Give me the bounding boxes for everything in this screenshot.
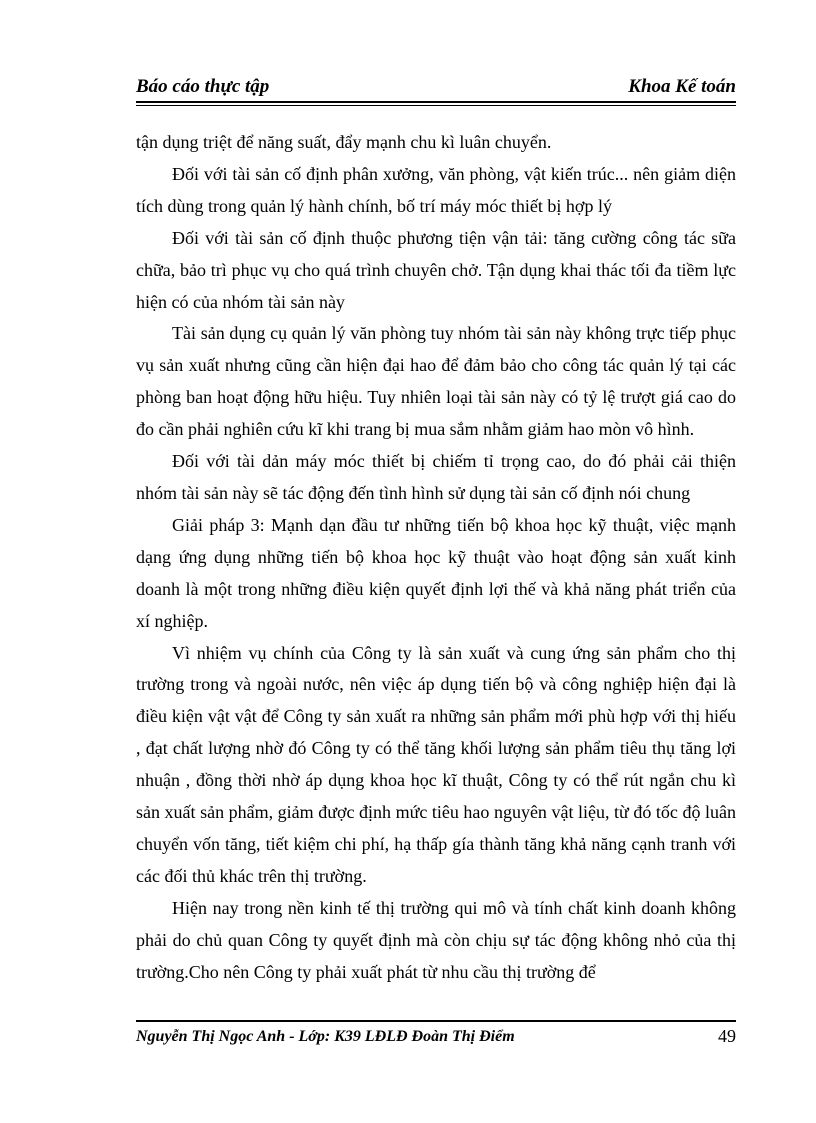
paragraph: Đối với tài sản cố định phân xưởng, văn phòng, vật kiến trúc... nên giảm diện tích dùng trong quản lý hành chính, bố trí máy móc thiết bị hợp lý [136, 163, 736, 216]
paragraph: tận dụng triệt để năng suất, đẩy mạnh chu kì luân chuyển. [136, 132, 552, 152]
header-rule [136, 101, 736, 103]
footer-author: Nguyễn Thị Ngọc Anh - Lớp: K39 LĐLĐ Đoàn Thị Điểm [136, 1028, 515, 1045]
page-header [136, 72, 736, 102]
paragraph: Đối với tài dản máy móc thiết bị chiếm tỉ trọng cao, do đó phải cải thiện nhóm tài sản này sẽ tác động đến tình hình sử dụng tài sản cố định nói chung [136, 451, 736, 503]
body-text [136, 127, 736, 988]
page-number: 49 [718, 1026, 736, 1046]
paragraph: Giải pháp 3: Mạnh dạn đầu tư những tiến bộ khoa học kỹ thuật, việc mạnh dạng ứng dụng những tiến bộ khoa học kỹ thuật vào hoạt động sản xuất kinh doanh là một trong những điều kiện quyết định lợi thế và khả năng phát triển của xí nghiệp. [136, 514, 736, 631]
paragraph: Vì nhiệm vụ chính của Công ty là sản xuất và cung ứng sản phẩm cho thị trường trong và ngoài nước, nên việc áp dụng tiến bộ và công nghiệp hiện đại là điều kiện vật vật để Công ty sản xuất ra những sản phẩm mới phù hợp với thị hiếu , đạt chất lượng nhờ đó Công ty có thể tăng khối lượng sản phẩm tiêu thụ tăng lợi nhuận , đồng thời nhờ áp dụng khoa học kĩ thuật, Công ty có thể rút ngắn chu kì sản xuất sản phẩm, giảm được định mức tiêu hao nguyên vật liệu, từ đó tốc độ luân chuyển vốn tăng, tiết kiệm chi phí, hạ thấp gía thành tăng khả năng cạnh tranh với các đối thủ khác trên thị trường. [136, 642, 736, 886]
header-department: Khoa Kế toán [628, 76, 736, 97]
paragraph: Hiện nay trong nền kinh tế thị trường qui mô và tính chất kinh doanh không phải do chủ quan Công ty quyết định mà còn chịu sự tác động không nhỏ của thị trường.Cho nên Công ty phải xuất phát từ nhu cầu thị trường để [136, 897, 736, 982]
paragraph: Đối với tài sản cố định thuộc phương tiện vận tải: tăng cường công tác sữa chữa, bảo trì phục vụ cho quá trình chuyên chở. Tận dụng khai thác tối đa tiềm lực hiện có của nhóm tài sản này [136, 227, 736, 312]
page-footer [136, 1020, 736, 1060]
header-rule-thin [136, 105, 736, 106]
footer-rule [136, 1020, 736, 1022]
paragraph: Tài sản dụng cụ quản lý văn phòng tuy nhóm tài sản này không trực tiếp phục vụ sản xuất nhưng cũng cần hiện đại hao để đảm bảo cho công tác quản lý tại các phòng ban hoạt động hữu hiệu. Tuy nhiên loại tài sản này có tỷ lệ trượt giá cao do đo cần phải nghiên cứu kĩ khi trang bị mua sắm nhằm giảm hao mòn vô hình. [136, 323, 736, 440]
header-report-title: Báo cáo thực tập [136, 76, 270, 97]
